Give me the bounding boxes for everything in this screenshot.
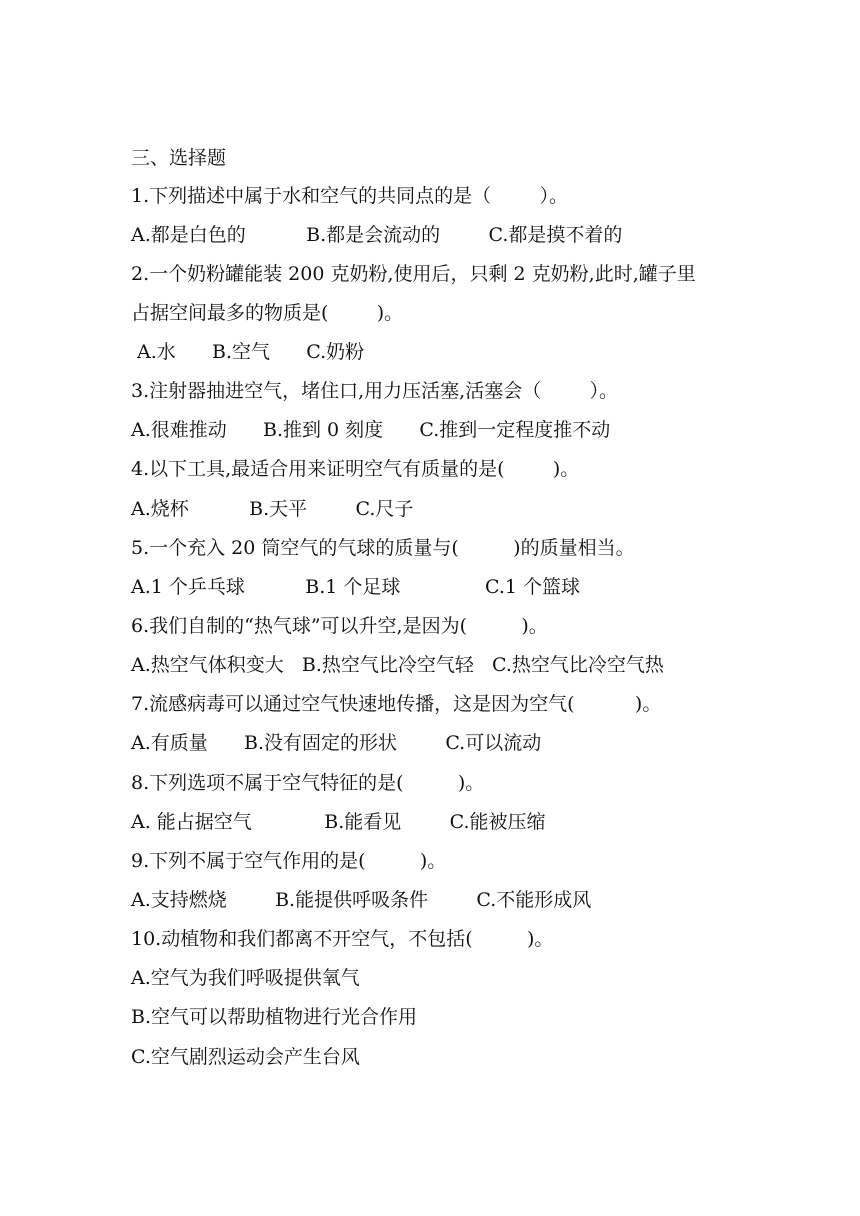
question-3-options: A.很难推动 B.推到 0 刻度 C.推到一定程度推不动 bbox=[131, 419, 611, 441]
question-6-options: A.热空气体积变大 B.热空气比冷空气轻 C.热空气比冷空气热 bbox=[131, 654, 664, 676]
question-10-option-b: B.空气可以帮助植物进行光合作用 bbox=[131, 1006, 418, 1028]
question-8-options: A. 能占据空气 B.能看见 C.能被压缩 bbox=[131, 811, 546, 833]
question-2: 2.一个奶粉罐能装 200 克奶粉,使用后，只剩 2 克奶粉,此时,罐子里 bbox=[131, 263, 696, 285]
question-7: 7.流感病毒可以通过空气快速地传播，这是因为空气( )。 bbox=[131, 693, 662, 715]
question-3: 3.注射器抽进空气，堵住口,用力压活塞,活塞会（ ）。 bbox=[131, 380, 619, 402]
question-6: 6.我们自制的“热气球”可以升空,是因为( )。 bbox=[131, 615, 548, 637]
question-8: 8.下列选项不属于空气特征的是( )。 bbox=[131, 772, 485, 794]
question-4: 4.以下工具,最适合用来证明空气有质量的是( )。 bbox=[131, 458, 580, 480]
question-10: 10.动植物和我们都离不开空气，不包括( )。 bbox=[131, 928, 554, 950]
question-7-options: A.有质量 B.没有固定的形状 C.可以流动 bbox=[131, 732, 542, 754]
question-2-options: A.水 B.空气 C.奶粉 bbox=[131, 341, 365, 363]
question-10-option-a: A.空气为我们呼吸提供氧气 bbox=[131, 967, 360, 989]
question-5: 5.一个充入 20 筒空气的气球的质量与( )的质量相当。 bbox=[131, 537, 635, 559]
question-4-options: A.烧杯 B.天平 C.尺子 bbox=[131, 498, 414, 520]
section-title: 三、选择题 bbox=[131, 147, 227, 169]
question-2-continued: 占据空间最多的物质是( )。 bbox=[131, 302, 404, 324]
question-1-options: A.都是白色的 B.都是会流动的 C.都是摸不着的 bbox=[131, 224, 623, 246]
question-1: 1.下列描述中属于水和空气的共同点的是（ ）。 bbox=[131, 185, 568, 207]
question-9-options: A.支持燃烧 B.能提供呼吸条件 C.不能形成风 bbox=[131, 889, 592, 911]
question-9: 9.下列不属于空气作用的是( )。 bbox=[131, 850, 447, 872]
question-5-options: A.1 个乒乓球 B.1 个足球 C.1 个篮球 bbox=[131, 576, 580, 598]
question-10-option-c: C.空气剧烈运动会产生台风 bbox=[131, 1046, 360, 1068]
